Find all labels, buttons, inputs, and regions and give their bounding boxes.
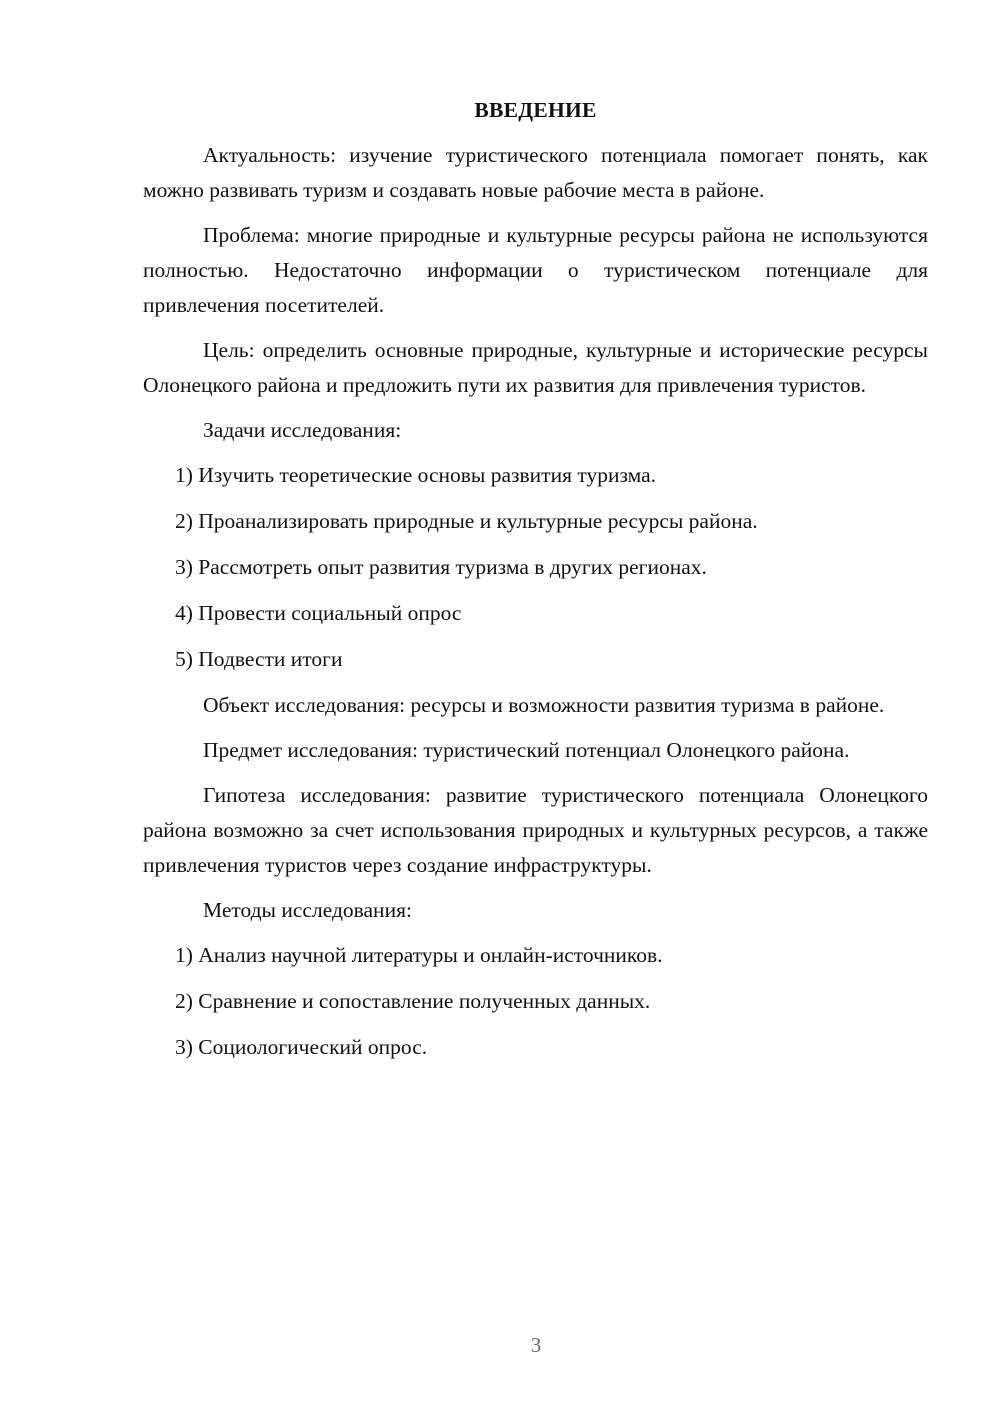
subject-paragraph: Предмет исследования: туристический потенциал Олонецкого района.	[203, 738, 850, 762]
task-item: 2) Проанализировать природные и культурные ресурсы района.	[175, 509, 758, 533]
task-item: 1) Изучить теоретические основы развития туризма.	[175, 463, 657, 487]
hypothesis-paragraph: Гипотеза исследования: развитие туристического потенциала Олонецкого района возможно за счет использования природных и культурных ресурсов, а также привлечения туристов через создание инфраструктуры.	[143, 783, 928, 877]
section-heading: ВВЕДЕНИЕ	[474, 98, 597, 122]
methods-heading: Методы исследования:	[203, 898, 412, 922]
method-item: 3) Социологический опрос.	[175, 1035, 428, 1059]
task-item: 4) Провести социальный опрос	[175, 601, 462, 625]
relevance-paragraph: Актуальность: изучение туристического потенциала помогает понять, как можно развивать туризм и создавать новые рабочие места в районе.	[143, 143, 928, 202]
problem-paragraph: Проблема: многие природные и культурные ресурсы района не используются полностью. Недостаточно информации о туристическом потенциале для привлечения посетителей.	[143, 223, 928, 317]
task-item: 3) Рассмотреть опыт развития туризма в других регионах.	[175, 555, 707, 579]
goal-paragraph: Цель: определить основные природные, культурные и исторические ресурсы Олонецкого района и предложить пути их развития для привлечения туристов.	[143, 338, 928, 397]
page-number: 3	[530, 1333, 542, 1357]
method-item: 2) Сравнение и сопоставление полученных данных.	[175, 989, 651, 1013]
tasks-heading: Задачи исследования:	[203, 418, 402, 442]
task-item: 5) Подвести итоги	[175, 647, 343, 671]
object-paragraph: Объект исследования: ресурсы и возможности развития туризма в районе.	[203, 693, 885, 717]
method-item: 1) Анализ научной литературы и онлайн-источников.	[175, 943, 663, 967]
page-content	[143, 93, 928, 1076]
